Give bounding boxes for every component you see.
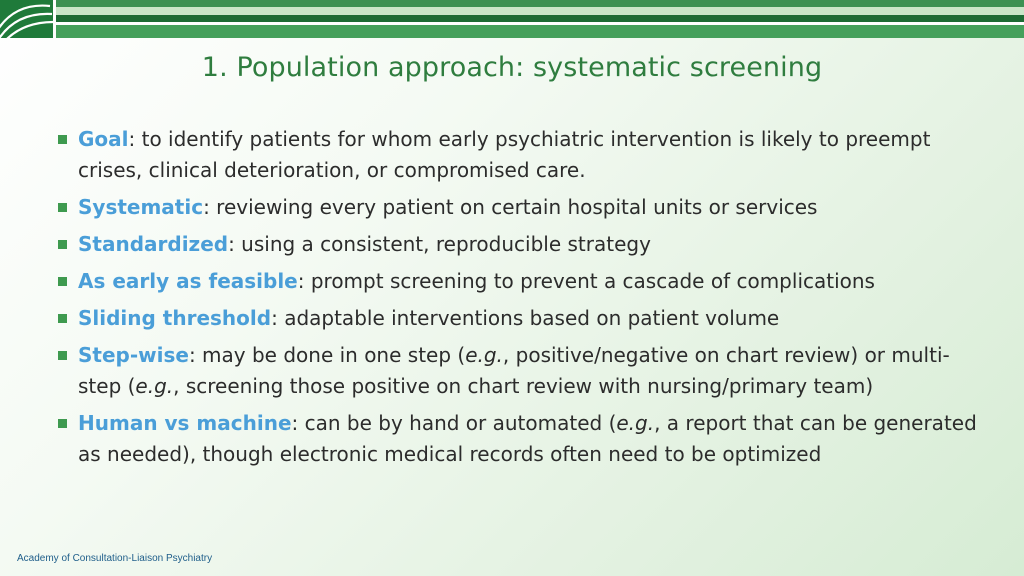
- bullet-item-step-wise: [58, 340, 978, 402]
- bullet-text: , a report that can be generated as needed), though electronic medical records often need to be optimized: [78, 411, 977, 466]
- bullet-text: : prompt screening to prevent a cascade of complications: [297, 269, 875, 293]
- bullet-term: Human vs machine: [78, 411, 292, 435]
- bullet-text: : to identify patients for whom early psychiatric intervention is likely to preempt crises, clinical deterioration, or compromised care.: [78, 127, 931, 182]
- bullet-text: , positive/negative on chart review) or multi-step (: [78, 343, 950, 398]
- bullet-item-standardized: [58, 229, 978, 260]
- bullet-text: , screening those positive on chart review with nursing/primary team): [173, 374, 874, 398]
- header-band: [0, 0, 1024, 40]
- square-bullet-icon: [58, 419, 67, 428]
- slide-title: 1. Population approach: systematic screening: [201, 52, 823, 83]
- bullet-item-human-vs-machine: [58, 408, 978, 470]
- bullet-text: : may be done in one step (: [188, 343, 466, 367]
- bullet-example-abbrev: e.g.: [135, 374, 174, 398]
- bullet-item-goal: [58, 124, 978, 186]
- header-stripe: [56, 25, 1024, 38]
- header-stripe: [56, 15, 1024, 22]
- bullet-term: Sliding threshold: [78, 306, 272, 330]
- header-stripe: [56, 7, 1024, 15]
- bullet-example-abbrev: e.g.: [616, 411, 655, 435]
- bullet-list: [58, 124, 978, 476]
- square-bullet-icon: [58, 203, 67, 212]
- square-bullet-icon: [58, 135, 67, 144]
- bullet-text: : can be by hand or automated (: [291, 411, 617, 435]
- bullet-item-as-early-as-feasible: [58, 266, 978, 297]
- logo-icon: [0, 0, 53, 38]
- bullet-item-sliding-threshold: [58, 303, 978, 334]
- square-bullet-icon: [58, 351, 67, 360]
- bullet-term: Standardized: [78, 232, 229, 256]
- bullet-term: Systematic: [78, 195, 204, 219]
- bullet-term: Goal: [78, 127, 129, 151]
- bullet-term: Step-wise: [78, 343, 189, 367]
- bullet-term: As early as feasible: [78, 269, 298, 293]
- bullet-item-systematic: [58, 192, 978, 223]
- bullet-text: : reviewing every patient on certain hospital units or services: [203, 195, 818, 219]
- header-stripe: [56, 0, 1024, 7]
- square-bullet-icon: [58, 277, 67, 286]
- footer-organization: Academy of Consultation-Liaison Psychiatry: [17, 553, 213, 564]
- square-bullet-icon: [58, 240, 67, 249]
- bullet-example-abbrev: e.g.: [465, 343, 503, 367]
- square-bullet-icon: [58, 314, 67, 323]
- bullet-text: : adaptable interventions based on patient volume: [271, 306, 780, 330]
- bullet-text: : using a consistent, reproducible strategy: [228, 232, 651, 256]
